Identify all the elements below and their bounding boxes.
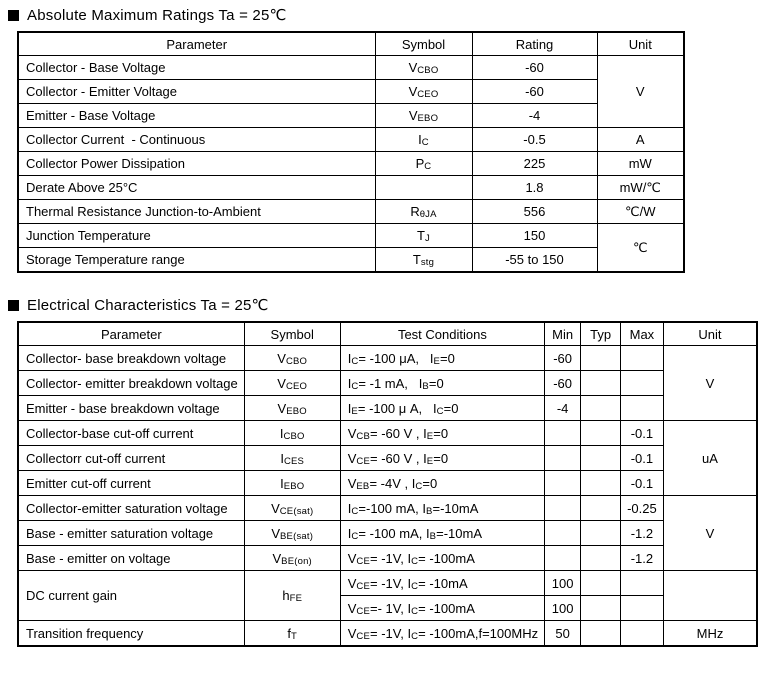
cell-text: = -1V, I (370, 575, 412, 591)
cell-text: V (347, 425, 357, 441)
table-row (18, 176, 684, 200)
cell-text: V (271, 525, 281, 541)
cell-param: Collector- emitter breakdown voltage (18, 371, 244, 396)
table-row (18, 396, 757, 421)
cell-cond (340, 346, 544, 371)
cell-text: = -100 μ A, I (357, 400, 437, 416)
cell-min (545, 421, 581, 446)
cell-text: =-10mA (436, 525, 483, 541)
table-row (18, 446, 757, 471)
column-header-symbol: Symbol (244, 322, 340, 346)
table-row (18, 546, 757, 571)
cell-param: Collector-emitter saturation voltage (18, 496, 244, 521)
subscript-text: C (411, 555, 419, 567)
cell-min (545, 546, 581, 571)
cell-max (621, 571, 664, 596)
table-row (18, 200, 684, 224)
cell-typ (581, 396, 621, 421)
cell-cond (340, 446, 544, 471)
cell-text: = -100mA,f=100MHz (418, 625, 539, 641)
table-row (18, 621, 757, 647)
cell-rating: 1.8 (472, 176, 597, 200)
cell-cond (340, 471, 544, 496)
cell-symbol (244, 421, 340, 446)
cell-text: V (272, 550, 282, 566)
cell-unit: V (663, 346, 757, 421)
column-header-symbol: Symbol (375, 32, 472, 56)
cell-typ (581, 346, 621, 371)
cell-param: Collector-base cut-off current (18, 421, 244, 446)
subscript-text: C (424, 161, 432, 172)
section-electrical-characteristics (0, 296, 770, 647)
cell-symbol (375, 80, 472, 104)
cell-symbol (375, 128, 472, 152)
subscript-text: C (351, 530, 359, 542)
section-bullet-icon (8, 10, 19, 21)
cell-text: = -100 μA, I (358, 350, 434, 366)
column-header-unit: Unit (663, 322, 757, 346)
cell-param: Collectorr cut-off current (18, 446, 244, 471)
subscript-text: BE(on) (281, 555, 312, 567)
cell-text: =0 (433, 450, 449, 466)
subscript-text: CBO (285, 355, 308, 367)
table-row (18, 496, 757, 521)
subscript-text: EBO (417, 113, 439, 124)
cell-text: V (347, 625, 357, 641)
cell-max: -1.2 (621, 521, 664, 546)
section-title-text: Absolute Maximum Ratings Ta = 25℃ (27, 7, 287, 24)
cell-symbol (375, 176, 472, 200)
cell-min (545, 471, 581, 496)
cell-cond (340, 521, 544, 546)
cell-text: T (412, 252, 421, 267)
subscript-text: BE(sat) (280, 530, 314, 542)
cell-typ (581, 371, 621, 396)
cell-text: I (347, 350, 352, 366)
cell-cond (340, 496, 544, 521)
cell-typ (581, 446, 621, 471)
cell-text: = -10mA (418, 575, 468, 591)
cell-max (621, 371, 664, 396)
cell-param: Collector Power Dissipation (18, 152, 375, 176)
cell-symbol (375, 56, 472, 80)
cell-text: I (347, 375, 352, 391)
cell-max (621, 596, 664, 621)
cell-symbol (244, 371, 340, 396)
cell-unit: V (663, 496, 757, 571)
cell-rating: -60 (472, 56, 597, 80)
cell-symbol (375, 200, 472, 224)
subscript-text: B (425, 505, 433, 517)
cell-param: Emitter cut-off current (18, 471, 244, 496)
cell-param: Junction Temperature (18, 224, 375, 248)
subscript-text: C (411, 580, 419, 592)
subscript-text: FE (289, 593, 303, 604)
electrical-characteristics-table (17, 321, 758, 647)
subscript-text: CBO (283, 430, 305, 442)
cell-param: Storage Temperature range (18, 248, 375, 273)
cell-min: 100 (545, 596, 581, 621)
cell-text: I (279, 425, 284, 441)
column-header-param: Parameter (18, 32, 375, 56)
cell-symbol (375, 104, 472, 128)
cell-typ (581, 421, 621, 446)
cell-symbol (375, 224, 472, 248)
subscript-text: J (425, 233, 430, 244)
cell-text: = -1V, I (370, 625, 412, 641)
cell-text: = -60 V , I (370, 425, 427, 441)
cell-text: =0 (422, 475, 438, 491)
cell-text: V (347, 475, 357, 491)
cell-text: I (347, 525, 352, 541)
subscript-text: C (411, 630, 419, 642)
cell-rating: -60 (472, 80, 597, 104)
table-row (18, 571, 757, 596)
column-header-max: Max (621, 322, 664, 346)
cell-text: V (271, 500, 280, 516)
cell-text: I (347, 500, 352, 516)
cell-cond (340, 371, 544, 396)
cell-text: V (408, 60, 418, 75)
subscript-text: CB (356, 430, 370, 442)
cell-max: -0.1 (621, 471, 664, 496)
cell-typ (581, 621, 621, 647)
table-row (18, 128, 684, 152)
cell-text: V (347, 450, 357, 466)
subscript-text: CES (283, 455, 305, 467)
cell-unit: mW/℃ (597, 176, 684, 200)
cell-symbol (244, 621, 340, 647)
cell-symbol (244, 546, 340, 571)
header-row (18, 32, 684, 56)
subscript-text: CE (356, 455, 370, 467)
cell-param: Collector- base breakdown voltage (18, 346, 244, 371)
section-title-text: Electrical Characteristics Ta = 25℃ (27, 297, 269, 314)
cell-min: 50 (545, 621, 581, 647)
cell-cond (340, 571, 544, 596)
column-header-cond: Test Conditions (340, 322, 544, 346)
cell-rating: 150 (472, 224, 597, 248)
cell-symbol (244, 471, 340, 496)
cell-text: I (280, 450, 284, 466)
subscript-text: CE (356, 630, 370, 642)
cell-text: = -1V, I (370, 550, 412, 566)
column-header-rating: Rating (472, 32, 597, 56)
cell-rating: -55 to 150 (472, 248, 597, 273)
cell-text: V (408, 108, 418, 123)
table-row (18, 371, 757, 396)
cell-param: Transition frequency (18, 621, 244, 647)
cell-rating: 225 (472, 152, 597, 176)
subscript-text: CE (356, 580, 370, 592)
cell-symbol (244, 346, 340, 371)
cell-text: T (417, 228, 425, 243)
cell-min: -4 (545, 396, 581, 421)
subscript-text: C (351, 355, 359, 367)
subscript-text: B (429, 530, 437, 542)
cell-param: Collector - Base Voltage (18, 56, 375, 80)
cell-typ (581, 571, 621, 596)
subscript-text: CEO (417, 89, 439, 100)
cell-min (545, 496, 581, 521)
table-row (18, 224, 684, 248)
table-row (18, 152, 684, 176)
cell-min: -60 (545, 371, 581, 396)
subscript-text: EB (356, 480, 370, 492)
cell-symbol (244, 496, 340, 521)
cell-unit (663, 571, 757, 621)
subscript-text: E (426, 430, 434, 442)
subscript-text: CE (356, 555, 370, 567)
cell-max: -0.1 (621, 446, 664, 471)
cell-max (621, 396, 664, 421)
cell-unit: mW (597, 152, 684, 176)
cell-text: V (347, 575, 357, 591)
cell-typ (581, 596, 621, 621)
subscript-text: θJA (419, 209, 437, 220)
cell-cond (340, 396, 544, 421)
subscript-text: C (351, 505, 359, 517)
cell-text: = -100 mA, I (358, 525, 430, 541)
cell-param: Collector Current - Continuous (18, 128, 375, 152)
column-header-unit: Unit (597, 32, 684, 56)
cell-text: = -4V , I (369, 475, 416, 491)
cell-min (545, 446, 581, 471)
cell-text: = -60 V , I (370, 450, 427, 466)
table-row (18, 248, 684, 273)
cell-symbol (244, 521, 340, 546)
subscript-text: stg (420, 257, 435, 268)
cell-max (621, 346, 664, 371)
cell-max: -0.25 (621, 496, 664, 521)
cell-cond (340, 546, 544, 571)
cell-symbol (375, 248, 472, 273)
cell-text: I (280, 475, 284, 491)
cell-min (545, 521, 581, 546)
cell-max: -1.2 (621, 546, 664, 571)
cell-param: Collector - Emitter Voltage (18, 80, 375, 104)
cell-text: =- 1V, I (370, 600, 412, 616)
subscript-text: CE(sat) (279, 505, 314, 517)
cell-text: I (347, 400, 352, 416)
cell-text: = -100mA (418, 600, 475, 616)
column-header-param: Parameter (18, 322, 244, 346)
cell-symbol (244, 571, 340, 621)
cell-unit: A (597, 128, 684, 152)
cell-typ (581, 496, 621, 521)
subscript-text: E (426, 455, 434, 467)
cell-param: DC current gain (18, 571, 244, 621)
subscript-text: CE (356, 605, 370, 617)
table-row (18, 104, 684, 128)
column-header-typ: Typ (581, 322, 621, 346)
table-row (18, 521, 757, 546)
cell-typ (581, 471, 621, 496)
cell-text: V (408, 84, 418, 99)
cell-cond (340, 621, 544, 647)
subscript-text: C (415, 480, 423, 492)
cell-text: =-100 mA, I (358, 500, 426, 516)
cell-typ (581, 546, 621, 571)
cell-text: f (287, 625, 292, 641)
subscript-text: EBO (286, 405, 307, 417)
cell-unit: ℃ (597, 224, 684, 273)
cell-rating: -4 (472, 104, 597, 128)
cell-text: =0 (443, 400, 459, 416)
subscript-text: E (351, 405, 358, 417)
cell-param: Emitter - Base Voltage (18, 104, 375, 128)
cell-rating: -0.5 (472, 128, 597, 152)
cell-unit: ℃/W (597, 200, 684, 224)
cell-rating: 556 (472, 200, 597, 224)
cell-max (621, 621, 664, 647)
subscript-text: T (291, 630, 298, 642)
cell-text: V (277, 375, 286, 391)
cell-text: = -100mA (418, 550, 475, 566)
header-row (18, 322, 757, 346)
cell-cond (340, 421, 544, 446)
cell-unit: V (597, 56, 684, 128)
cell-symbol (244, 396, 340, 421)
cell-text: =0 (433, 425, 449, 441)
cell-min: 100 (545, 571, 581, 596)
cell-cond (340, 596, 544, 621)
cell-param: Thermal Resistance Junction-to-Ambient (18, 200, 375, 224)
cell-param: Base - emitter on voltage (18, 546, 244, 571)
cell-text: h (282, 588, 290, 603)
subscript-text: B (422, 380, 429, 392)
absolute-maximum-ratings-table (17, 31, 685, 273)
cell-typ (581, 521, 621, 546)
cell-min: -60 (545, 346, 581, 371)
subscript-text: C (351, 380, 359, 392)
cell-text: V (347, 600, 357, 616)
section-absolute-maximum-ratings (0, 6, 770, 273)
subscript-text: CEO (285, 380, 308, 392)
section-bullet-icon (8, 300, 19, 311)
cell-text: =0 (440, 350, 455, 366)
table-row (18, 346, 757, 371)
subscript-text: C (421, 137, 429, 148)
cell-unit: uA (663, 421, 757, 496)
subscript-text: E (433, 355, 441, 367)
cell-text: I (418, 132, 422, 147)
table-row (18, 421, 757, 446)
cell-text: V (277, 350, 286, 366)
cell-symbol (244, 446, 340, 471)
table-row (18, 80, 684, 104)
cell-text: =0 (428, 375, 444, 391)
cell-symbol (375, 152, 472, 176)
subscript-text: C (436, 405, 444, 417)
subscript-text: C (411, 605, 419, 617)
column-header-min: Min (545, 322, 581, 346)
cell-text: = -1 mA, I (358, 375, 423, 391)
subscript-text: EBO (283, 480, 305, 492)
cell-param: Base - emitter saturation voltage (18, 521, 244, 546)
cell-unit: MHz (663, 621, 757, 647)
cell-max: -0.1 (621, 421, 664, 446)
section-title (8, 296, 770, 314)
cell-text: P (415, 156, 425, 171)
table-row (18, 471, 757, 496)
table-row (18, 56, 684, 80)
cell-text: =-10mA (432, 500, 479, 516)
subscript-text: CBO (417, 65, 439, 76)
cell-text: V (277, 400, 287, 416)
cell-text: V (347, 550, 357, 566)
section-title (8, 6, 770, 24)
cell-param: Derate Above 25°C (18, 176, 375, 200)
cell-text: R (410, 204, 420, 219)
cell-param: Emitter - base breakdown voltage (18, 396, 244, 421)
